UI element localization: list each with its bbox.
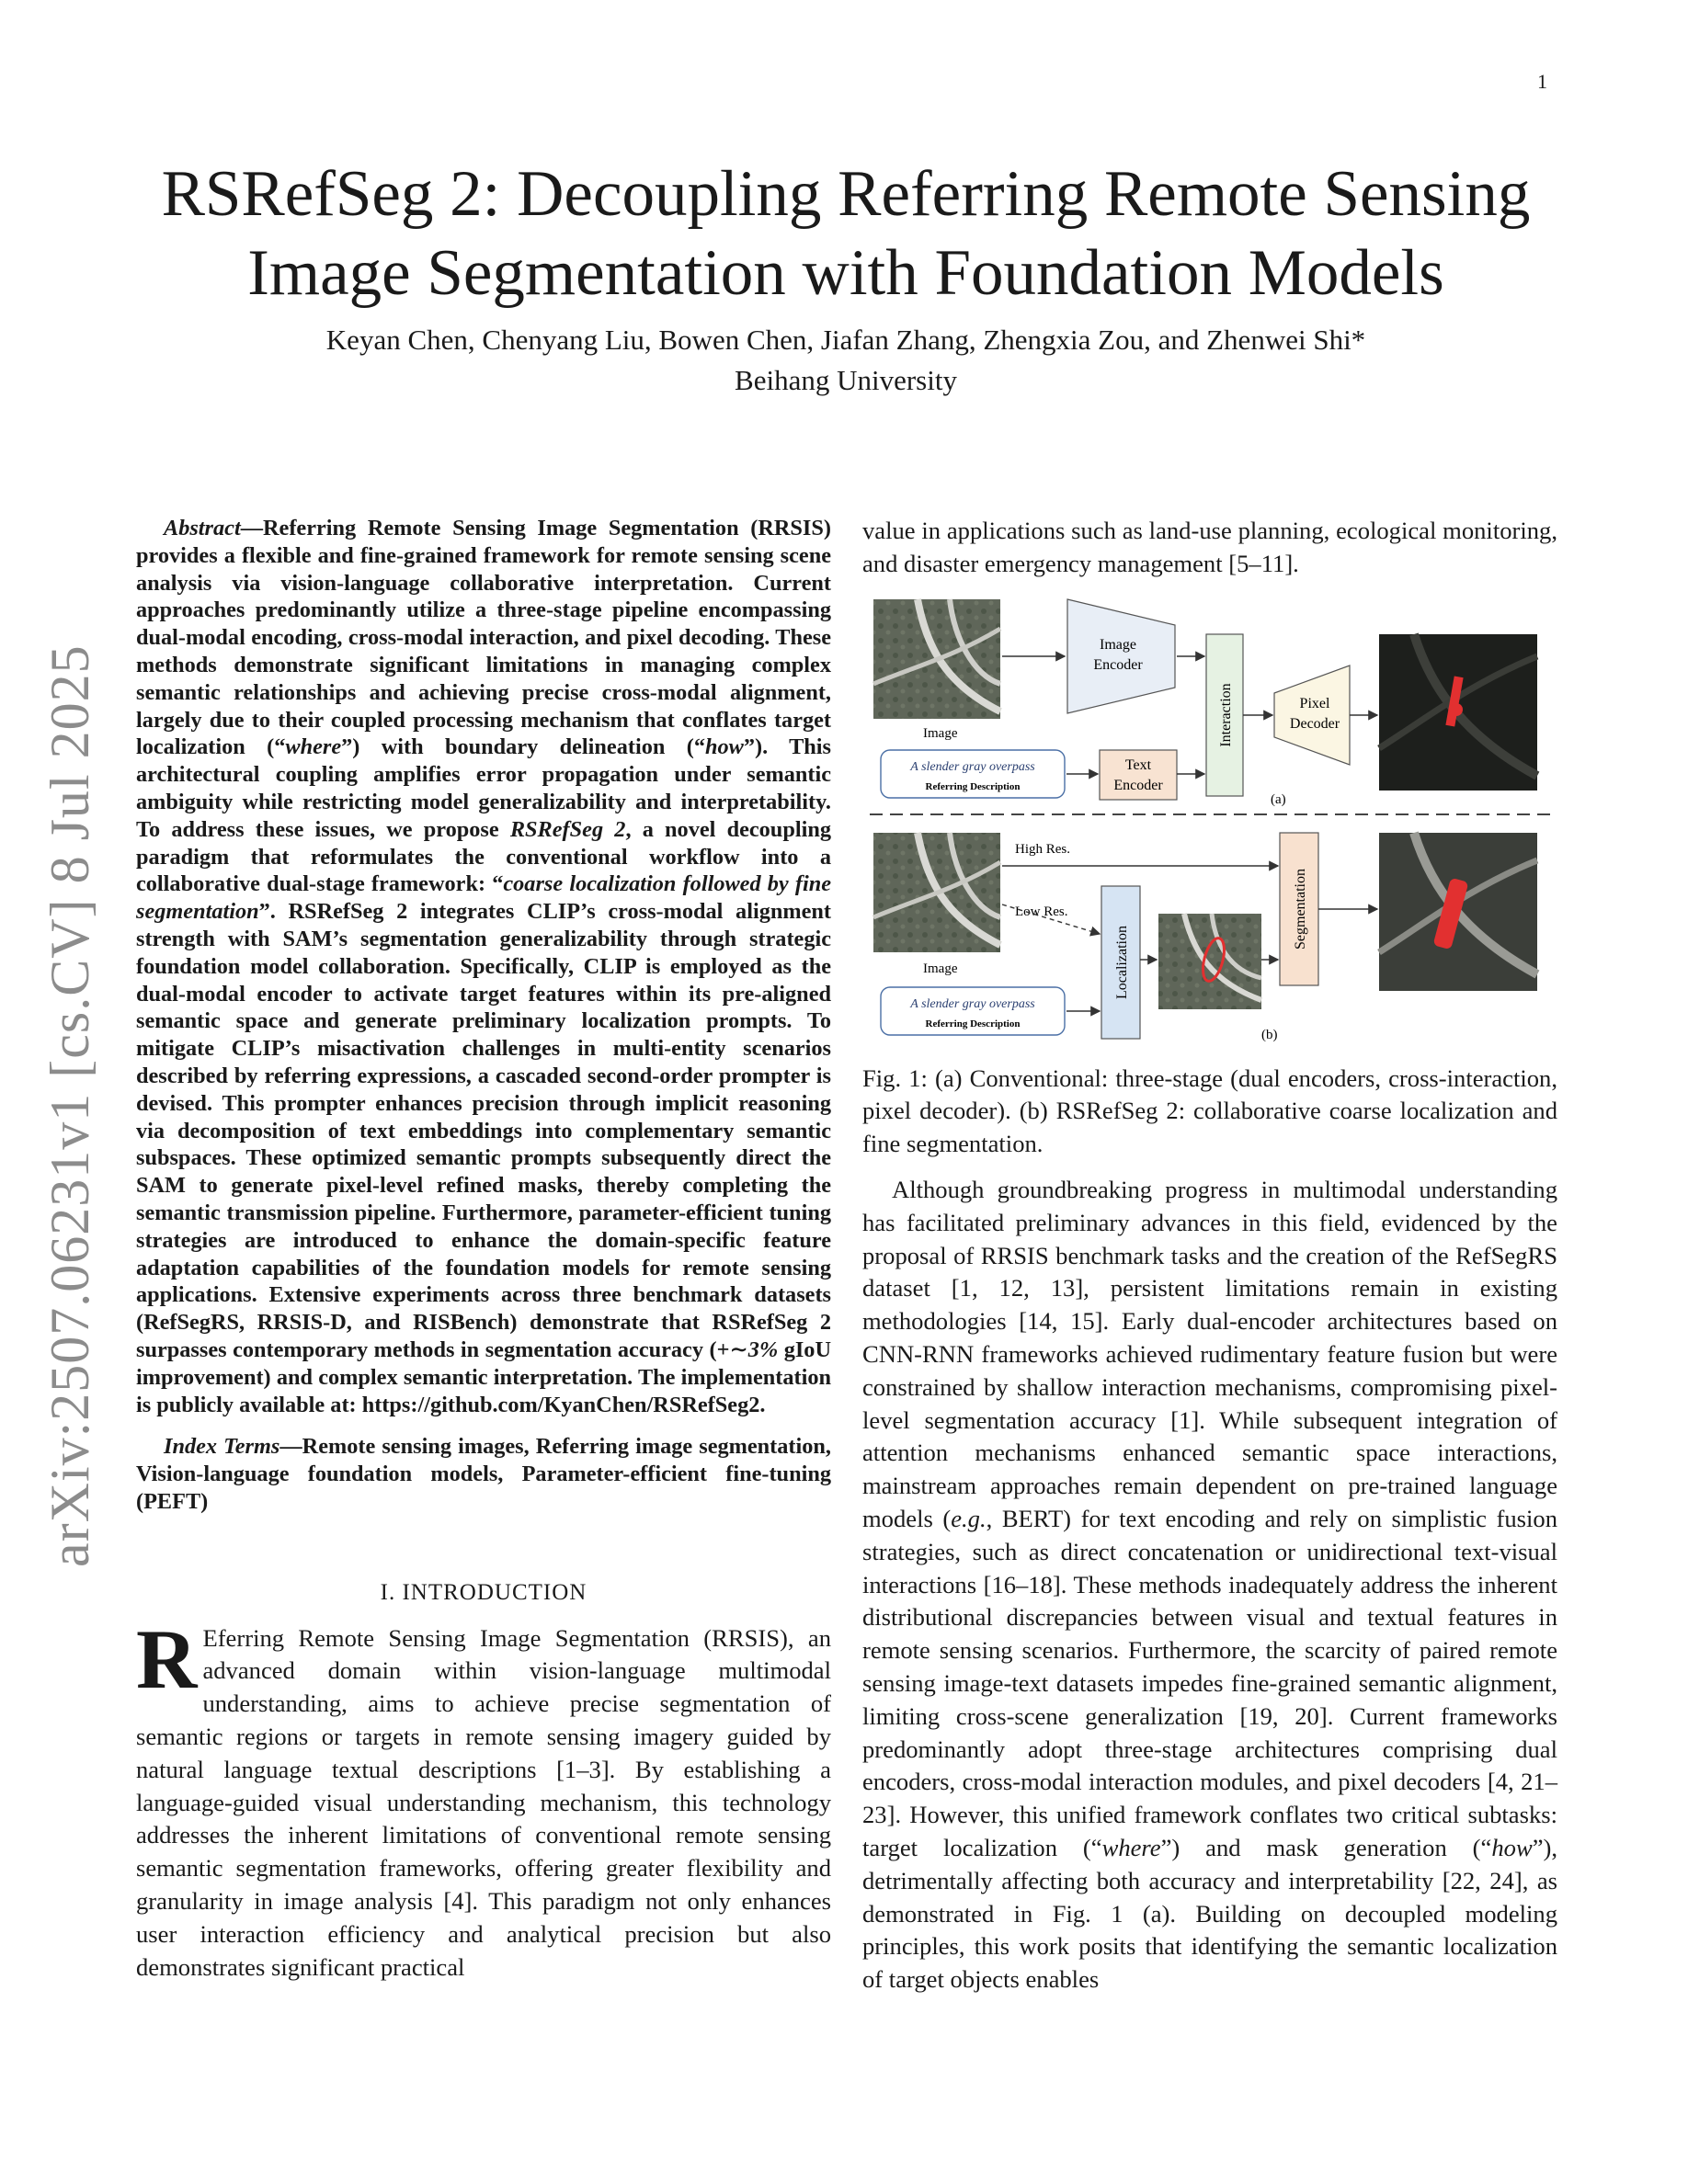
- referring-desc-label-b: Referring Description: [925, 1018, 1021, 1029]
- abstract-text: ”. RSRefSeg 2 integrates CLIP’s cross-modal alignment strength with SAM’s segmentation generalizability through strategic foundation model collaboration. Specifically, CLIP is employed as the dual-modal encoder to activate target features within its pre-aligned semantic space and generate preliminary localization prompts. To mitigate CLIP’s misactivation challenges in multi-entity scenarios described by referring expressions, a cascaded second-order prompter is devised. This prompter enhances precision through implicit reasoning via decomposition of text embeddings into complementary semantic subspaces. These optimized semantic prompts subsequently direct the SAM to generate pixel-level refined masks, thereby completing the semantic transmission pipeline. Furthermore, parameter-efficient tuning strategies are introduced to enhance the domain-specific feature adaptation capabilities of the foundation models for remote sensing applications. Extensive experiments across three benchmark datasets (RefSegRS, RRSIS-D, and RISBench) demonstrate that RSRefSeg 2 surpasses contemporary methods in segmentation accuracy (+: [136, 899, 831, 1362]
- index-terms: [136, 1433, 831, 1515]
- aerial-image-b: [873, 833, 1000, 952]
- abstract-text: gIoU improvement) and complex semantic interpretation. The implementation is publicly available at: https://github.com/KyanChen/RSRefSeg2.: [136, 1337, 831, 1417]
- coarse-localization-image: [1158, 914, 1261, 1009]
- page-number: 1: [1537, 70, 1547, 93]
- drop-cap: R: [136, 1611, 198, 1706]
- figure-1-caption: Fig. 1: (a) Conventional: three-stage (dual encoders, cross-interaction, pixel decoder). (b) RSRefSeg 2: collaborative coarse localization and fine segmentation.: [862, 1064, 1557, 1158]
- pixel-decoder-label: Pixel Decoder: [1289, 695, 1340, 732]
- low-res-label: Low Res.: [1015, 904, 1068, 919]
- pixel-decoder-block: [1274, 665, 1350, 765]
- author-list: Keyan Chen, Chenyang Liu, Bowen Chen, Jiafan Zhang, Zhengxia Zou, and Zhenwei Shi*: [325, 324, 1366, 356]
- paper-title: [110, 154, 1581, 313]
- figure-1-diagram: [862, 592, 1557, 1052]
- paragraph-text: , BERT) for text encoding and rely on simplistic fusion strategies, such as direct concatenation or unidirectional text-visual interactions [16–18]. These methods inadequately address the inherent distributional discrepancies between visual and textual features in remote sensing scenarios. Furthermore, the scarcity of paired remote sensing image-text datasets impedes fine-grained semantic alignment, limiting cross-scene generalization [19, 20]. Current frameworks predominantly adopt three-stage architectures comprising dual encoders, cross-modal interaction modules, and pixel decoders [4, 21–23]. However, this unified framework conflates two critical subtasks: target localization (“: [862, 1504, 1557, 1861]
- arxiv-identifier: arXiv:2507.06231v1 [cs.CV] 8 Jul 2025: [40, 644, 100, 1567]
- right-paragraph-2: [862, 1174, 1557, 1996]
- intro-paragraph: [136, 1611, 831, 1985]
- text-encoder-label: Text Encoder: [1113, 756, 1163, 793]
- image-encoder-block: [1067, 599, 1175, 713]
- abstract-approx: ∼3%: [729, 1337, 779, 1362]
- paragraph-text: ”), detrimentally affecting both accuracy and interpretability [22, 24], as demonstrated in Fig. 1 (a). Building on decoupled modeling principles, this work posits that identifying the semantic localization of target objects enables: [862, 1833, 1557, 1994]
- index-terms-text: —Remote sensing images, Referring image segmentation, Vision-language foundation models, Parameter-efficient fine-tuning (PEFT): [136, 1434, 831, 1514]
- abstract-text: —Referring Remote Sensing Image Segmentation (RRSIS) provides a flexible and fine-grained framework for remote sensing scene analysis via vision-language collaborative interpretation. Current approaches predominantly utilize a three-stage pipeline encompassing dual-modal encoding, cross-modal interaction, and pixel decoding. These methods demonstrate significant limitations in managing complex semantic relationships and achieving precise cross-modal alignment, largely due to their coupled processing mechanism that conflates target localization (“: [136, 516, 831, 760]
- panel-b-tag: (b): [1261, 1027, 1278, 1042]
- right-column: [862, 515, 1557, 1996]
- title-line-1: RSRefSeg 2: Decoupling Referring Remote Sensing: [161, 158, 1531, 230]
- left-column: [136, 515, 831, 1984]
- panel-a: [873, 599, 1537, 807]
- referring-text-a: A slender gray overpass: [910, 759, 1035, 774]
- paragraph-text: Although groundbreaking progress in multimodal understanding has facilitated preliminary advances in this field, evidenced by the proposal of RRSIS benchmark tasks and the creation of the RefSegRS dataset [1, 12, 13], persistent limitations remain in existing methodologies [14, 15]. Early dual-encoder architectures based on CNN-RNN frameworks achieved rudimentary feature fusion but were constrained by shallow interaction mechanisms, compromising pixel-level segmentation accuracy [1]. While subsequent integration of attention mechanisms enhanced semantic space interactions, mainstream approaches remain dependent on pre-trained language models (: [862, 1175, 1557, 1532]
- index-terms-lead: Index Terms: [164, 1434, 280, 1460]
- abstract-how: how: [704, 734, 744, 760]
- figure-1: [862, 592, 1557, 1052]
- paragraph-where: where: [1101, 1833, 1161, 1861]
- abstract-paradigm: coarse localization followed by fine segmentation: [136, 871, 832, 925]
- abstract-text: , a novel decoupling paradigm that reformulates the conventional workflow into a collaborative dual-stage framework: “: [136, 816, 831, 897]
- high-res-label: High Res.: [1015, 841, 1070, 857]
- paragraph-eg: e.g.: [951, 1504, 987, 1532]
- referring-desc-label-a: Referring Description: [925, 780, 1021, 792]
- abstract-text: ”) with boundary delineation (“: [341, 734, 705, 760]
- abstract-lead: Abstract: [164, 516, 241, 540]
- aerial-image-a: [873, 599, 1000, 719]
- image-label-b: Image: [923, 961, 958, 976]
- paragraph-how: how: [1491, 1833, 1533, 1861]
- abstract: [136, 515, 831, 1418]
- affiliation: Beihang University: [735, 364, 957, 396]
- segmentation-label: Segmentation: [1293, 868, 1308, 950]
- abstract-text: ”). This architectural coupling amplifies error propagation under semantic ambiguity while restricting model generalizability and interpretability. To address these issues, we propose: [136, 734, 832, 842]
- output-mask-a: [1379, 634, 1537, 791]
- right-paragraph-top: value in applications such as land-use planning, ecological monitoring, and disaster emergency management [5–11].: [862, 517, 1557, 577]
- localization-label: Localization: [1114, 925, 1130, 999]
- section-heading-introduction: I. INTRODUCTION: [380, 1579, 587, 1605]
- panel-b: [873, 833, 1537, 1042]
- paragraph-text: ”) and mask generation (“: [1160, 1833, 1492, 1861]
- output-mask-b: [1379, 833, 1537, 991]
- referring-text-b: A slender gray overpass: [910, 996, 1035, 1011]
- panel-a-tag: (a): [1271, 791, 1286, 807]
- abstract-method-name: RSRefSeg 2: [509, 816, 626, 842]
- title-line-2: Image Segmentation with Foundation Models: [247, 237, 1444, 309]
- intro-text: Eferring Remote Sensing Image Segmentation (RRSIS), an advanced domain within vision-language multimodal understanding, aims to achieve precise segmentation of semantic regions or targets in remote sensing imagery guided by natural language textual descriptions [1–3]. By establishing a language-guided visual understanding mechanism, this technology addresses the inherent limitations of conventional remote sensing semantic segmentation frameworks, offering greater flexibility and granularity in image analysis [4]. This paradigm not only enhances user interaction efficiency and analytical precision but also demonstrates significant practical: [136, 1623, 831, 1981]
- image-encoder-label: Image Encoder: [1093, 636, 1143, 673]
- interaction-label: Interaction: [1218, 682, 1234, 747]
- image-label-a: Image: [923, 725, 958, 741]
- abstract-where: where: [285, 734, 342, 760]
